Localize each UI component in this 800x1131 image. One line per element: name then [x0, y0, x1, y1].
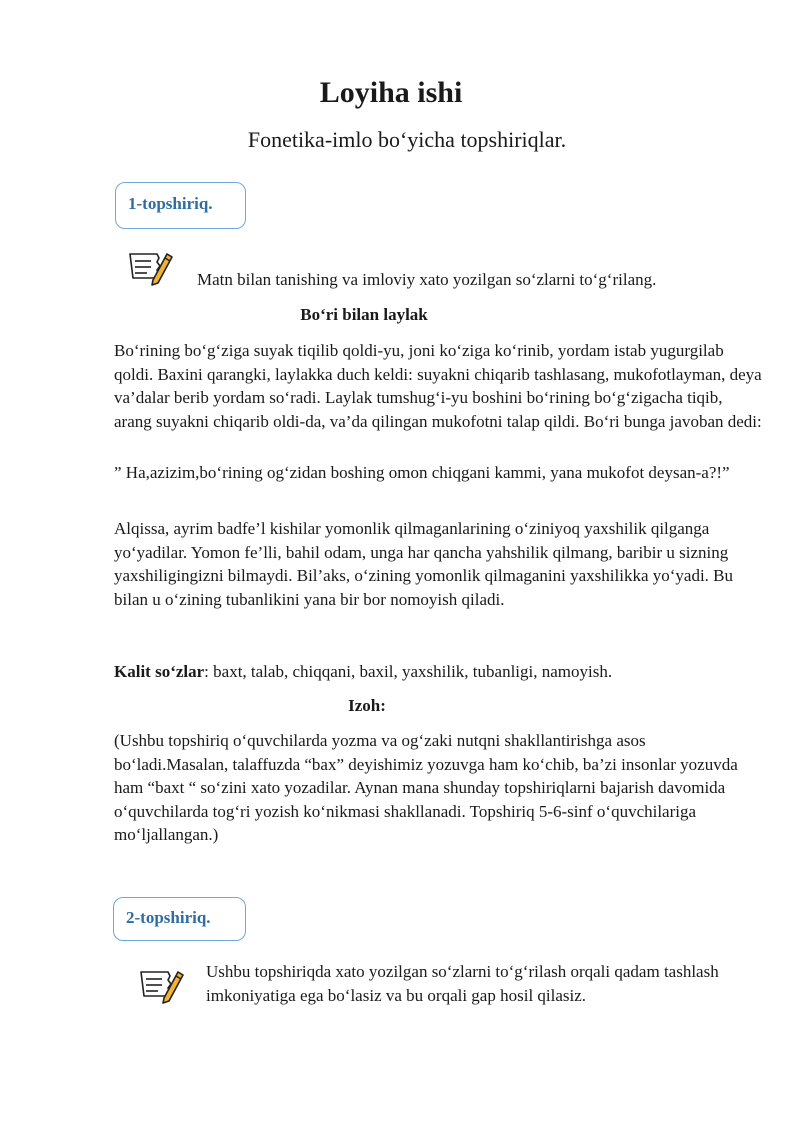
story-paragraph-1: Bo‘rining bo‘g‘ziga suyak tiqilib qoldi-yu, joni ko‘ziga ko‘rinib, yordam istab yugurgilab qoldi. Baxini qarangki, laylakka duch keldi: suyakni chiqarib tashlasang, mukofotlayman, deya va’dalar berib yordam so‘radi. Laylak tumshug‘i-yu boshini bo‘rining bo‘g‘zigacha tiqib, arang suyakni chiqarib oldi-da, va’da qilingan mukofotni talap qildi. Bo‘ri bunga javoban dedi: — [114, 341, 762, 431]
task-2-label: 2-topshiriq. — [113, 897, 246, 941]
pencil-note-icon — [127, 248, 173, 288]
story-paragraph-3: Alqissa, ayrim badfe’l kishilar yomonlik qilmaganlarining o‘ziniyoq yaxshilik qilganga yo‘yadilar. Yomon fe’lli, bahil odam, unga har qancha yahshilik qilmang, baribir u sizning yaxshiligingizni bilmaydi. Bil’aks, o‘zining yomonlik qilmaganini yaxshilikka yo‘yadi. Bu bilan u o‘zining tubanlikini yana bir bor nomoyish qiladi. — [114, 519, 734, 609]
task-2-instruction: Ushbu topshiriqda xato yozilgan so‘zlarni to‘g‘rilash orqali qadam tashlash imkoniyatiga ega bo‘lasiz va bu orqali gap hosil qilasiz. — [206, 962, 719, 1005]
note-title: Izoh: — [348, 696, 386, 715]
story-title: Bo‘ri bilan laylak — [300, 305, 428, 324]
keywords-label: Kalit so‘zlar — [114, 662, 205, 681]
keywords-line — [114, 662, 612, 682]
story-paragraph-2: ” Ha,azizim,bo‘rining og‘zidan boshing omon chiqgani kammi, yana mukofot deysan-a?!” — [114, 463, 730, 482]
page-subtitle: Fonetika-imlo bo‘yicha topshiriqlar. — [247, 127, 567, 152]
pencil-note-icon — [138, 966, 184, 1006]
page-title: Loyiha ishi — [319, 76, 463, 109]
keywords-list: : baxt, talab, chiqqani, baxil, yaxshilik, tubanligi, namoyish. — [204, 662, 613, 681]
note-text: (Ushbu topshiriq o‘quvchilarda yozma va og‘zaki nutqni shakllantirishga asos bo‘ladi.Masalan, talaffuzda “bax” deyishimiz yozuvga ham ko‘chib, ba’zi insonlar yozuvda ham “baxt “ so‘zini xato yozadilar. Aynan mana shunday topshiriqlarni bajarish davomida o‘quvchilarda tog‘ri yozish ko‘nikmasi shakllanadi. Topshiriq 5-6-sinf o‘quvchilariga mo‘ljallangan.) — [114, 731, 738, 844]
task-1-instruction: Matn bilan tanishing va imloviy xato yozilgan so‘zlarni to‘g‘rilang. — [197, 270, 657, 289]
task-1-label: 1-topshiriq. — [115, 182, 246, 229]
